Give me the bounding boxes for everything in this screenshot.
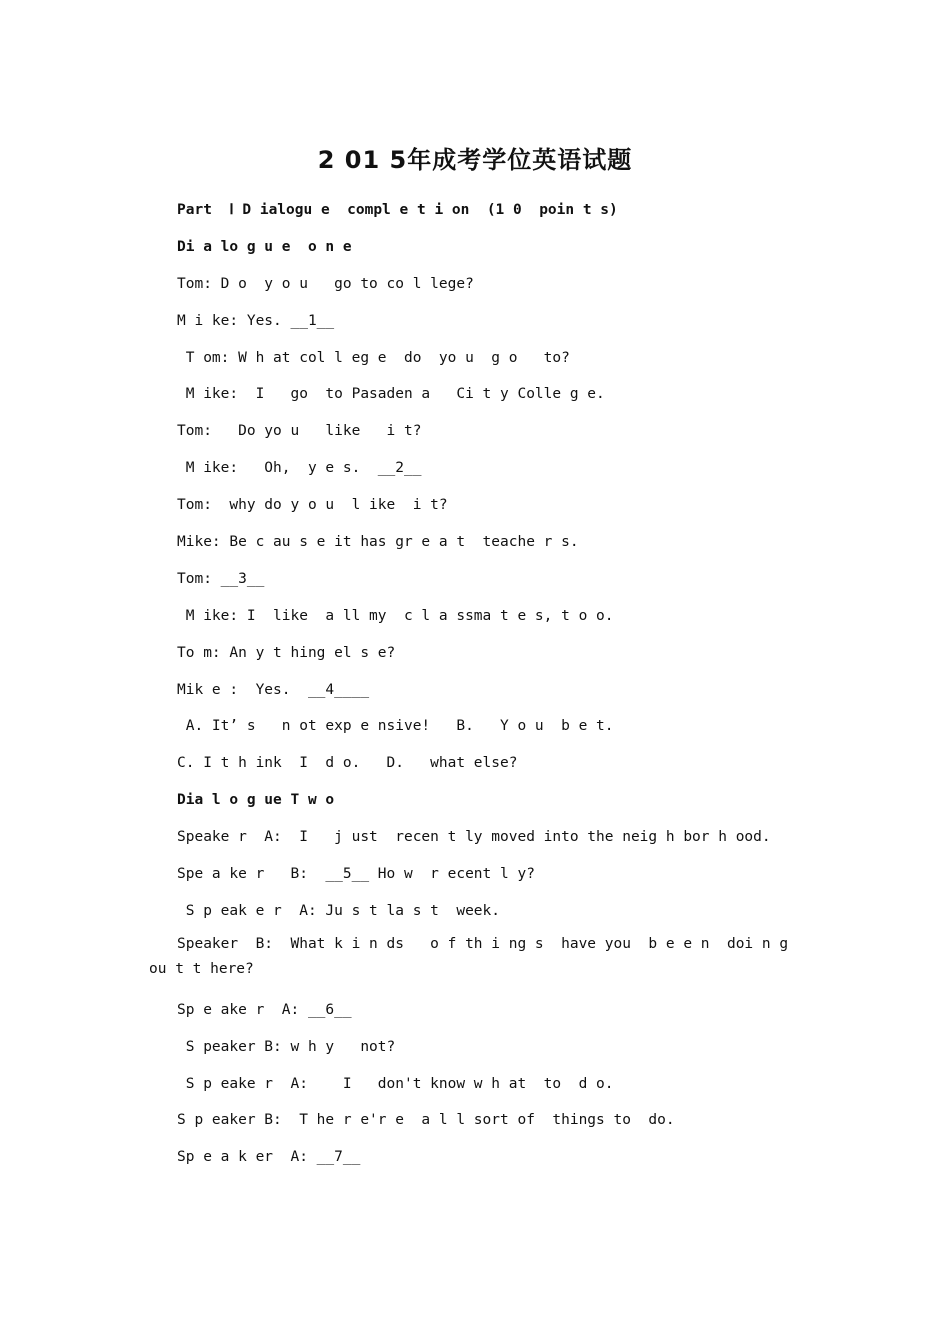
dialogue-line: Sp e a k er A: __7__ — [177, 1149, 361, 1166]
dialogue-line: C. I t h ink I d o. D. what else? — [177, 755, 518, 772]
dialogue-line: S peaker B: w h y not? — [177, 1038, 396, 1055]
dialogue-line: Tom: D o y o u go to co l lege? — [177, 275, 474, 292]
dialogue-line: M ike: I like a ll my c l a ssma t e s, t o o. — [177, 607, 614, 624]
document-title: 2 01 5年成考学位英语试题 — [317, 146, 633, 174]
dialogue-line: A. It’ s n ot exp e nsive! B. Y o u b e t. — [177, 718, 614, 735]
dialogue-line: To m: An y t hing el s e? — [177, 644, 396, 661]
section-heading: Di a lo g u e o n e — [177, 238, 352, 255]
dialogue-line: Mik e : Yes. __4____ — [177, 681, 370, 698]
dialogue-line: Spe a ke r B: __5__ Ho w r ecent l y? — [177, 866, 535, 883]
document-body — [0, 196, 950, 1180]
dialogue-line: S p eaker B: T he r e'r e a l l sort of things to do. — [177, 1112, 675, 1129]
section-heading: Dia l o g ue T w o — [177, 792, 335, 809]
dialogue-line: Mike: Be c au s e it has gr e a t teache r s. — [177, 534, 579, 551]
dialogue-line: Sp e ake r A: __6__ — [177, 1001, 352, 1018]
dialogue-line: M i ke: Yes. __1__ — [177, 312, 335, 329]
dialogue-line: S p eake r A: I don't know w h at to d o. — [177, 1075, 614, 1092]
dialogue-line: M ike: I go to Pasaden a Ci t y Colle g e. — [177, 386, 605, 403]
dialogue-line: Tom: why do y o u l ike i t? — [177, 497, 448, 514]
dialogue-line: Tom: Do yo u like i t? — [177, 423, 422, 440]
dialogue-line: S p eak e r A: Ju s t la s t week. — [177, 902, 501, 919]
dialogue-line: Tom: __3__ — [177, 570, 265, 587]
dialogue-line: Speaker B: What k i n ds o f th i ng s have you b e e n doi n g ou t t here? — [149, 935, 797, 977]
dialogue-line: M ike: Oh, y e s. __2__ — [177, 460, 422, 477]
dialogue-line: T om: W h at col l eg e do yo u g o to? — [177, 349, 570, 366]
dialogue-line: Speake r A: I j ust recen t ly moved into the neig h bor h ood. — [177, 829, 771, 846]
section-heading: Part Ⅰ D ialogu e compl e t i on (1 0 poin t s) — [177, 202, 618, 218]
